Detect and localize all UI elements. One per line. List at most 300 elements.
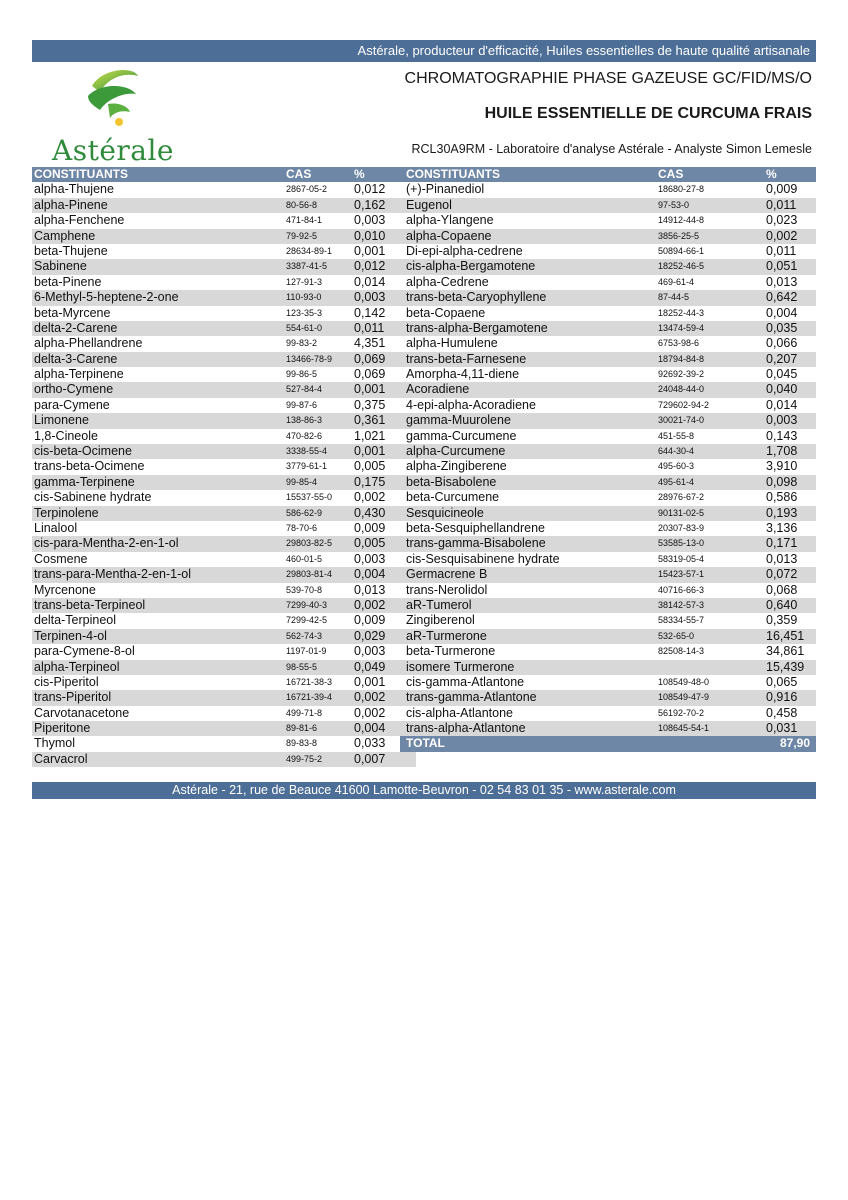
cas-number: 99-87-6 (286, 399, 318, 410)
table-row (400, 229, 816, 244)
constituent-name: cis-Sabinene hydrate (34, 490, 152, 505)
table-row (400, 644, 816, 659)
cas-number: 97-53-0 (658, 199, 690, 210)
table-row (32, 459, 416, 474)
constituent-name: cis-para-Mentha-2-en-1-ol (34, 536, 179, 551)
cas-number: 123-35-3 (286, 307, 323, 318)
constituent-name: alpha-Phellandrene (34, 336, 143, 351)
percentage-value: 0,023 (766, 213, 798, 228)
brand-name: Astérale (51, 134, 174, 167)
constituent-name: beta-Bisabolene (406, 474, 497, 489)
constituent-name: isomere Turmerone (406, 659, 515, 674)
cas-number: 98-55-5 (286, 661, 318, 672)
constituent-name: beta-Copaene (406, 305, 486, 320)
table-row (400, 398, 816, 413)
table-row (32, 259, 416, 274)
cas-number: 469-61-4 (658, 276, 695, 287)
table-row (32, 198, 416, 213)
table-row (400, 629, 816, 644)
table-row (32, 429, 416, 444)
percentage-value: 0,002 (354, 705, 386, 720)
cas-number: 562-74-3 (286, 630, 323, 641)
constituent-name: alpha-Copaene (406, 228, 492, 243)
cas-number: 87-44-5 (658, 292, 690, 303)
percentage-value: 15,439 (766, 659, 805, 674)
percentage-value: 0,014 (354, 274, 386, 289)
table-row (32, 506, 416, 521)
percentage-value: 0,098 (766, 474, 798, 489)
cas-number: 99-83-2 (286, 338, 318, 349)
cas-number: 108645-54-1 (658, 723, 710, 734)
cas-number: 24048-44-0 (658, 384, 705, 395)
cas-number: 79-92-5 (286, 230, 318, 241)
constituent-name: Di-epi-alpha-cedrene (406, 243, 523, 258)
table-row (400, 352, 816, 367)
constituent-name: trans-beta-Ocimene (34, 459, 145, 474)
constituent-name: Limonene (34, 413, 89, 428)
percentage-value: 34,861 (766, 644, 805, 659)
constituent-name: cis-alpha-Bergamotene (406, 259, 536, 274)
table-row (400, 413, 816, 428)
table-row (400, 459, 816, 474)
table-row (400, 336, 816, 351)
percentage-value: 0,013 (766, 274, 798, 289)
percentage-value: 0,007 (354, 751, 386, 766)
percentage-value: 0,640 (766, 597, 798, 612)
total-row (400, 736, 816, 751)
constituent-name: delta-2-Carene (34, 320, 118, 335)
constituent-name: trans-alpha-Atlantone (406, 721, 526, 736)
percentage-value: 0,458 (766, 705, 798, 720)
cas-number: 18252-44-3 (658, 307, 705, 318)
percentage-value: 0,171 (766, 536, 798, 551)
cas-number: 89-81-6 (286, 723, 318, 734)
table-row (400, 521, 816, 536)
table-row (400, 506, 816, 521)
cas-number: 527-84-4 (286, 384, 323, 395)
constituent-name: trans-para-Mentha-2-en-1-ol (34, 567, 192, 582)
cas-number: 13466-78-9 (286, 353, 333, 364)
constituent-name: alpha-Thujene (34, 182, 114, 197)
percentage-value: 0,003 (354, 644, 386, 659)
constituents-table-right (400, 167, 816, 752)
cas-number: 28634-89-1 (286, 245, 333, 256)
table-header (32, 167, 416, 182)
leaf-icon (78, 66, 148, 128)
footer-address: Astérale - 21, rue de Beauce 41600 Lamotte-Beuvron - 02 54 83 01 35 - www.asterale.com (32, 782, 816, 799)
percentage-value: 0,002 (354, 490, 386, 505)
cas-number: 16721-38-3 (286, 676, 333, 687)
cas-number: 1197-01-9 (286, 646, 327, 657)
cas-number: 554-61-0 (286, 322, 323, 333)
percentage-value: 0,375 (354, 397, 386, 412)
percentage-value: 4,351 (354, 336, 386, 351)
percentage-value: 0,051 (766, 259, 798, 274)
percentage-value: 0,005 (354, 459, 386, 474)
percentage-value: 0,001 (354, 444, 386, 459)
table-row (32, 306, 416, 321)
percentage-value: 0,175 (354, 474, 386, 489)
constituent-name: beta-Curcumene (406, 490, 500, 505)
table-row (400, 444, 816, 459)
table-row (32, 367, 416, 382)
cas-number: 539-70-8 (286, 584, 323, 595)
percentage-value: 0,142 (354, 305, 386, 320)
brand-logo (38, 66, 188, 166)
constituent-name: para-Cymene (34, 397, 110, 412)
percentage-value: 0,045 (766, 367, 798, 382)
table-row (32, 721, 416, 736)
cas-number: 110-93-0 (286, 292, 322, 303)
constituent-name: beta-Pinene (34, 274, 102, 289)
cas-number: 7299-40-3 (286, 599, 328, 610)
percentage-value: 0,013 (766, 551, 798, 566)
table-row (32, 229, 416, 244)
percentage-value: 0,005 (354, 536, 386, 551)
constituent-name: beta-Sesquiphellandrene (406, 520, 545, 535)
constituents-table-left (32, 167, 416, 767)
cas-number: 40716-66-3 (658, 584, 705, 595)
total-label: TOTAL (406, 736, 445, 751)
percentage-value: 0,002 (354, 597, 386, 612)
constituent-name: trans-gamma-Atlantone (406, 690, 537, 705)
tagline-banner: Astérale, producteur d'efficacité, Huiles essentielles de haute qualité artisanale (32, 40, 816, 62)
cas-number: 50894-66-1 (658, 245, 705, 256)
cas-number: 495-60-3 (658, 461, 695, 472)
table-row (400, 690, 816, 705)
cas-number: 92692-39-2 (658, 369, 705, 380)
table-row (32, 752, 416, 767)
percentage-value: 0,916 (766, 690, 798, 705)
cas-number: 499-75-2 (286, 753, 323, 764)
cas-number: 6753-98-6 (658, 338, 700, 349)
table-row (32, 736, 416, 751)
table-row (32, 382, 416, 397)
table-row (400, 490, 816, 505)
table-row (400, 290, 816, 305)
constituent-name: Piperitone (34, 721, 91, 736)
constituent-name: Linalool (34, 520, 78, 535)
table-row (400, 275, 816, 290)
constituent-name: cis-Piperitol (34, 674, 99, 689)
table-row (400, 721, 816, 736)
cas-number: 471-84-1 (286, 215, 323, 226)
cas-number: 15537-55-0 (286, 492, 333, 503)
constituent-name: aR-Tumerol (406, 597, 472, 612)
table-row (32, 629, 416, 644)
constituent-name: beta-Myrcene (34, 305, 111, 320)
percentage-value: 0,066 (766, 336, 798, 351)
table-row (32, 536, 416, 551)
percentage-value: 0,586 (766, 490, 798, 505)
constituent-name: gamma-Terpinene (34, 474, 135, 489)
cas-number: 30021-74-0 (658, 415, 705, 426)
constituent-name: cis-Sesquisabinene hydrate (406, 551, 560, 566)
percentage-value: 1,021 (354, 428, 386, 443)
cas-number: 18252-46-5 (658, 261, 705, 272)
constituent-name: 4-epi-alpha-Acoradiene (406, 397, 536, 412)
table-row (32, 521, 416, 536)
cas-number: 58319-05-4 (658, 553, 705, 564)
constituent-name: Sabinene (34, 259, 87, 274)
percentage-value: 0,003 (354, 551, 386, 566)
cas-number: 56192-70-2 (658, 707, 705, 718)
table-row (400, 660, 816, 675)
cas-number: 108549-48-0 (658, 676, 710, 687)
percentage-value: 0,012 (354, 259, 386, 274)
cas-number: 29803-82-5 (286, 538, 333, 549)
cas-number: 3338-55-4 (286, 446, 328, 457)
cas-number: 729602-94-2 (658, 399, 710, 410)
constituent-name: trans-alpha-Bergamotene (406, 320, 548, 335)
table-row (32, 490, 416, 505)
constituent-name: Camphene (34, 228, 96, 243)
percentage-value: 0,069 (354, 351, 386, 366)
page-subtitle: HUILE ESSENTIELLE DE CURCUMA FRAIS (484, 105, 812, 122)
constituent-name: trans-Piperitol (34, 690, 112, 705)
table-row (32, 444, 416, 459)
cas-number: 29803-81-4 (286, 569, 333, 580)
constituent-name: Sesquicineole (406, 505, 484, 520)
cas-number: 58334-55-7 (658, 615, 705, 626)
table-row (32, 352, 416, 367)
table-row (400, 475, 816, 490)
constituent-name: cis-beta-Ocimene (34, 444, 132, 459)
cas-number: 3779-61-1 (286, 461, 328, 472)
table-row (400, 306, 816, 321)
cas-number: 18794-84-8 (658, 353, 705, 364)
percentage-value: 0,068 (766, 582, 798, 597)
constituent-name: 1,8-Cineole (34, 428, 98, 443)
constituent-name: alpha-Cedrene (406, 274, 489, 289)
column-header-name: CONSTITUANTS (406, 167, 500, 181)
table-row (32, 690, 416, 705)
cas-number: 499-71-8 (286, 707, 323, 718)
cas-number: 470-82-6 (286, 430, 323, 441)
percentage-value: 0,003 (766, 413, 798, 428)
percentage-value: 0,065 (766, 674, 798, 689)
constituent-name: trans-gamma-Bisabolene (406, 536, 546, 551)
table-row (32, 598, 416, 613)
table-row (400, 429, 816, 444)
table-row (32, 552, 416, 567)
constituent-name: Eugenol (406, 197, 452, 212)
page-title: CHROMATOGRAPHIE PHASE GAZEUSE GC/FID/MS/O (404, 70, 812, 87)
percentage-value: 0,143 (766, 428, 798, 443)
constituent-name: beta-Thujene (34, 243, 108, 258)
percentage-value: 0,013 (354, 582, 386, 597)
table-row (400, 244, 816, 259)
percentage-value: 0,001 (354, 382, 386, 397)
percentage-value: 0,361 (354, 413, 386, 428)
table-row (400, 198, 816, 213)
constituent-name: trans-beta-Farnesene (406, 351, 527, 366)
constituent-name: ortho-Cymene (34, 382, 114, 397)
cas-number: 90131-02-5 (658, 507, 705, 518)
column-header-name: CONSTITUANTS (34, 167, 128, 181)
table-row (400, 367, 816, 382)
percentage-value: 0,001 (354, 674, 386, 689)
percentage-value: 0,002 (766, 228, 798, 243)
percentage-value: 0,003 (354, 213, 386, 228)
table-row (32, 413, 416, 428)
constituent-name: Terpinolene (34, 505, 99, 520)
percentage-value: 0,031 (766, 721, 798, 736)
cas-number: 80-56-8 (286, 199, 318, 210)
constituent-name: aR-Turmerone (406, 628, 487, 643)
constituent-name: gamma-Muurolene (406, 413, 511, 428)
table-row (32, 675, 416, 690)
column-header-cas: CAS (286, 167, 312, 181)
table-row (32, 244, 416, 259)
column-header-pct: % (354, 167, 365, 181)
percentage-value: 0,010 (354, 228, 386, 243)
table-row (400, 259, 816, 274)
table-row (400, 706, 816, 721)
constituent-name: alpha-Terpinene (34, 367, 124, 382)
cas-number: 127-91-3 (286, 276, 323, 287)
constituent-name: Amorpha-4,11-diene (406, 367, 520, 382)
constituent-name: trans-beta-Terpineol (34, 597, 146, 612)
cas-number: 99-85-4 (286, 476, 318, 487)
cas-number: 644-30-4 (658, 446, 695, 457)
constituent-name: Germacrene B (406, 567, 488, 582)
table-row (400, 536, 816, 551)
table-row (32, 706, 416, 721)
percentage-value: 0,207 (766, 351, 798, 366)
constituent-name: alpha-Ylangene (406, 213, 494, 228)
percentage-value: 0,049 (354, 659, 386, 674)
percentage-value: 0,035 (766, 320, 798, 335)
constituent-name: alpha-Pinene (34, 197, 108, 212)
constituent-name: trans-Nerolidol (406, 582, 488, 597)
constituent-name: Myrcenone (34, 582, 96, 597)
table-row (32, 567, 416, 582)
percentage-value: 0,012 (354, 182, 386, 197)
percentage-value: 0,069 (354, 367, 386, 382)
table-row (400, 598, 816, 613)
percentage-value: 1,708 (766, 444, 798, 459)
table-row (32, 213, 416, 228)
constituent-name: Thymol (34, 736, 75, 751)
percentage-value: 0,003 (354, 290, 386, 305)
cas-number: 82508-14-3 (658, 646, 705, 657)
table-row (32, 475, 416, 490)
cas-number: 460-01-5 (286, 553, 323, 564)
percentage-value: 0,642 (766, 290, 798, 305)
constituent-name: alpha-Zingiberene (406, 459, 507, 474)
cas-number: 7299-42-5 (286, 615, 328, 626)
percentage-value: 0,162 (354, 197, 386, 212)
percentage-value: 0,011 (766, 197, 797, 212)
percentage-value: 0,011 (766, 243, 797, 258)
table-row (32, 583, 416, 598)
table-row (32, 398, 416, 413)
constituent-name: para-Cymene-8-ol (34, 644, 135, 659)
constituent-name: delta-3-Carene (34, 351, 118, 366)
constituent-name: beta-Turmerone (406, 644, 496, 659)
constituent-name: Zingiberenol (406, 613, 475, 628)
percentage-value: 0,002 (354, 690, 386, 705)
cas-number: 53585-13-0 (658, 538, 705, 549)
percentage-value: 3,910 (766, 459, 798, 474)
constituent-name: alpha-Humulene (406, 336, 498, 351)
table-row (400, 382, 816, 397)
cas-number: 495-61-4 (658, 476, 695, 487)
cas-number: 13474-59-4 (658, 322, 705, 333)
cas-number: 3856-25-5 (658, 230, 700, 241)
cas-number: 14912-44-8 (658, 215, 705, 226)
table-row (400, 182, 816, 197)
percentage-value: 0,359 (766, 613, 798, 628)
table-header (400, 167, 816, 182)
percentage-value: 0,014 (766, 397, 798, 412)
cas-number: 3387-41-5 (286, 261, 328, 272)
cas-number: 16721-39-4 (286, 692, 333, 703)
table-row (400, 567, 816, 582)
table-row (32, 275, 416, 290)
constituent-name: alpha-Curcumene (406, 444, 506, 459)
cas-number: 99-86-5 (286, 369, 318, 380)
cas-number: 586-62-9 (286, 507, 323, 518)
constituent-name: cis-gamma-Atlantone (406, 674, 525, 689)
constituent-name: alpha-Terpineol (34, 659, 120, 674)
percentage-value: 0,072 (766, 567, 798, 582)
table-row (400, 213, 816, 228)
percentage-value: 0,193 (766, 505, 798, 520)
cas-number: 451-55-8 (658, 430, 695, 441)
cas-number: 20307-83-9 (658, 522, 705, 533)
analysis-reference: RCL30A9RM - Laboratoire d'analyse Astérale - Analyste Simon Lemesle (411, 142, 812, 156)
percentage-value: 3,136 (766, 520, 798, 535)
cas-number: 2867-05-2 (286, 184, 328, 195)
table-row (32, 660, 416, 675)
table-row (32, 182, 416, 197)
constituent-name: 6-Methyl-5-heptene-2-one (34, 290, 179, 305)
total-value: 87,90 (779, 736, 810, 751)
percentage-value: 0,029 (354, 628, 386, 643)
percentage-value: 0,004 (354, 567, 386, 582)
table-row (32, 644, 416, 659)
constituent-name: cis-alpha-Atlantone (406, 705, 514, 720)
cas-number: 15423-57-1 (658, 569, 705, 580)
table-row (32, 613, 416, 628)
constituent-name: Carvacrol (34, 751, 88, 766)
cas-number: 138-86-3 (286, 415, 323, 426)
percentage-value: 0,430 (354, 505, 386, 520)
constituent-name: Cosmene (34, 551, 88, 566)
table-row (400, 552, 816, 567)
percentage-value: 16,451 (766, 628, 805, 643)
constituent-name: trans-beta-Caryophyllene (406, 290, 547, 305)
percentage-value: 0,001 (354, 243, 386, 258)
constituent-name: alpha-Fenchene (34, 213, 125, 228)
table-row (400, 321, 816, 336)
cas-number: 28976-67-2 (658, 492, 705, 503)
percentage-value: 0,004 (354, 721, 386, 736)
percentage-value: 0,009 (354, 520, 386, 535)
cas-number: 78-70-6 (286, 522, 318, 533)
table-row (32, 290, 416, 305)
table-row (32, 321, 416, 336)
table-row (400, 675, 816, 690)
constituent-name: Terpinen-4-ol (34, 628, 107, 643)
percentage-value: 0,004 (766, 305, 798, 320)
percentage-value: 0,033 (354, 736, 386, 751)
cas-number: 38142-57-3 (658, 599, 705, 610)
column-header-cas: CAS (658, 167, 684, 181)
constituent-name: Carvotanacetone (34, 705, 130, 720)
